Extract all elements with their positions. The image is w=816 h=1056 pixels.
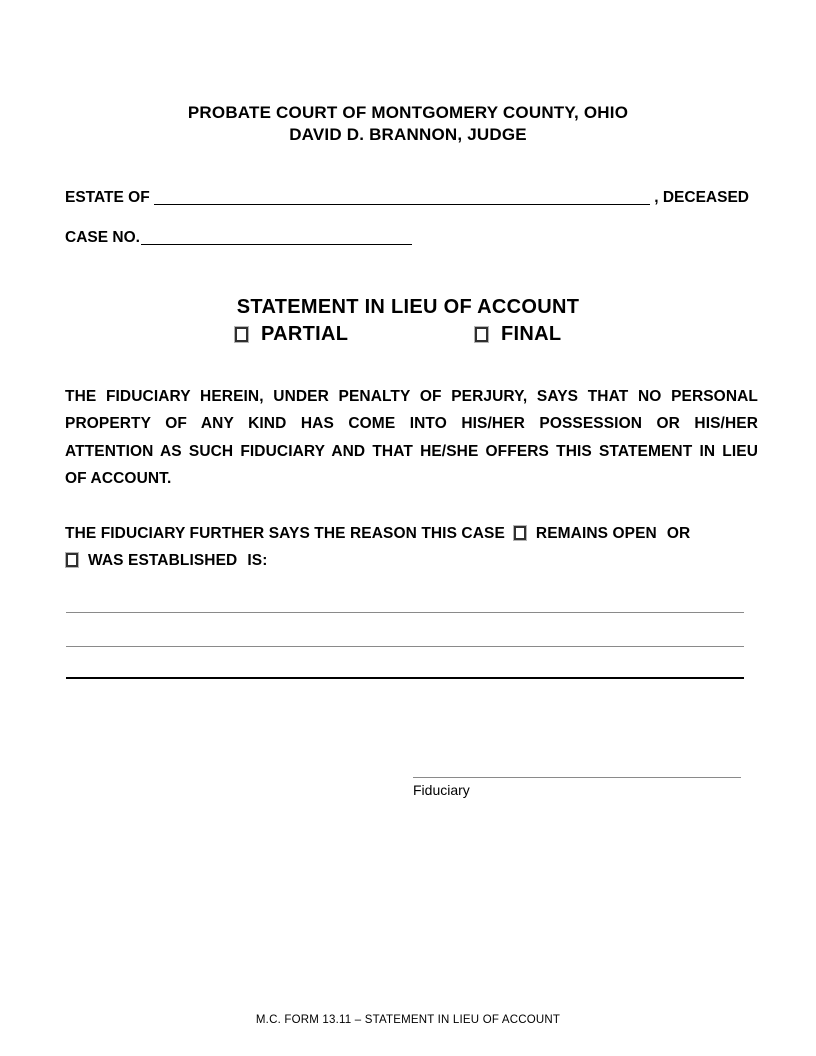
court-header (63, 102, 753, 146)
or-conjunction: OR (666, 525, 691, 542)
paragraph-line: ATTENTION AS SUCH FIDUCIARY AND THAT HE/SHE OFFERS THIS STATEMENT IN LIEU (65, 442, 758, 460)
partial-label: PARTIAL (261, 323, 349, 345)
case-no-field[interactable] (141, 244, 412, 245)
estate-of-label: ESTATE OF (65, 189, 150, 206)
court-name: PROBATE COURT OF MONTGOMERY COUNTY, OHIO (187, 103, 629, 122)
paragraph-line: OF ACCOUNT. (65, 470, 172, 488)
is-suffix: IS: (247, 552, 268, 570)
affirmation-paragraph (65, 383, 758, 493)
reason-line-established (65, 547, 765, 574)
partial-final-row (0, 323, 816, 347)
paragraph-line: PROPERTY OF ANY KIND HAS COME INTO HIS/HER POSSESSION OR HIS/HER (65, 415, 758, 433)
partial-checkbox[interactable] (235, 327, 248, 342)
was-established-checkbox[interactable] (66, 553, 78, 567)
fiduciary-label: Fiduciary (413, 782, 470, 798)
remains-open-label: REMAINS OPEN (535, 525, 657, 542)
fiduciary-signature-line[interactable] (413, 777, 741, 778)
final-checkbox[interactable] (475, 327, 488, 342)
judge-name: DAVID D. BRANNON, JUDGE (289, 125, 527, 144)
form-number-footer: M.C. FORM 13.11 – STATEMENT IN LIEU OF ACCOUNT (255, 1014, 561, 1026)
reason-blank-line-1[interactable] (66, 612, 744, 613)
reason-paragraph (65, 520, 765, 575)
remains-open-checkbox[interactable] (514, 526, 526, 540)
paragraph-line: THE FIDUCIARY HEREIN, UNDER PENALTY OF PERJURY, SAYS THAT NO PERSONAL (65, 388, 758, 405)
estate-name-field[interactable] (154, 204, 651, 205)
estate-of-row (65, 189, 749, 207)
reason-line-open (65, 520, 765, 547)
final-label: FINAL (501, 323, 562, 345)
case-no-row (65, 229, 412, 247)
was-established-label: WAS ESTABLISHED (88, 552, 238, 570)
deceased-label: , DECEASED (654, 189, 749, 206)
document-title: STATEMENT IN LIEU OF ACCOUNT (236, 296, 580, 318)
case-no-label: CASE NO. (65, 229, 140, 246)
partial-option (235, 323, 348, 346)
reason-blank-line-3[interactable] (66, 677, 744, 679)
reason-prefix: THE FIDUCIARY FURTHER SAYS THE REASON THIS CASE (65, 525, 505, 542)
final-option (475, 323, 561, 346)
reason-blank-line-2[interactable] (66, 646, 744, 647)
